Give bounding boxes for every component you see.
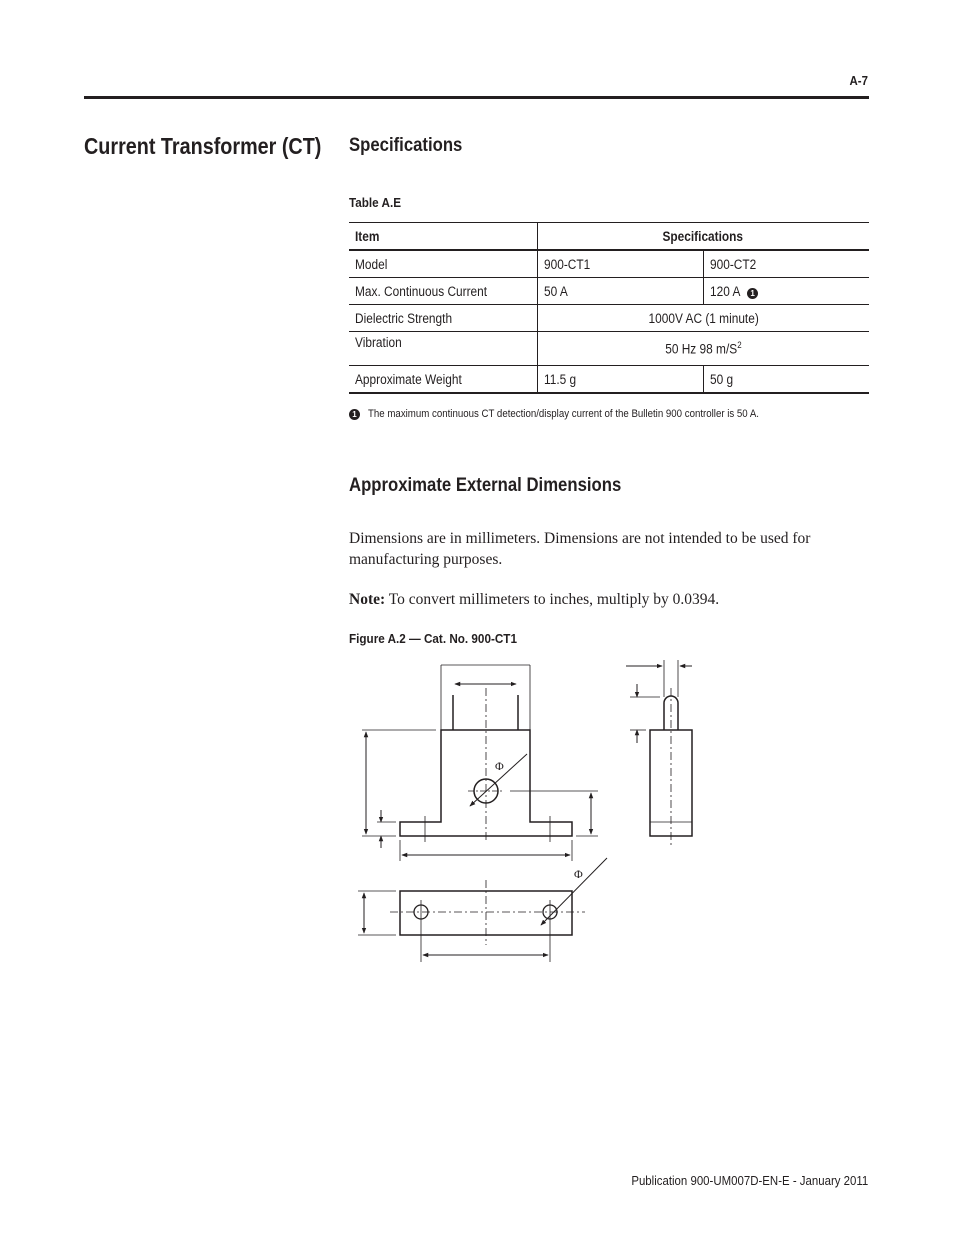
footnote-marker: 1 xyxy=(747,288,758,299)
section-title: Current Transformer (CT) xyxy=(84,133,322,159)
row-label: Model xyxy=(349,250,537,278)
top-view xyxy=(358,858,607,962)
row-label: Approximate Weight xyxy=(349,366,537,394)
diameter-symbol: Φ xyxy=(495,759,504,773)
publication-footer: Publication 900-UM007D-EN-E - January 2011 xyxy=(631,1173,868,1188)
specifications-table xyxy=(349,222,869,394)
cell-ct2: 900-CT2 xyxy=(703,250,869,278)
page-number: A-7 xyxy=(849,73,868,88)
row-label: Dielectric Strength xyxy=(349,305,537,332)
row-label: Vibration xyxy=(349,332,537,366)
note-label: Note: xyxy=(349,591,386,608)
table-row-model xyxy=(349,250,869,278)
table-row-vibration xyxy=(349,332,869,366)
table-row-dielectric xyxy=(349,305,869,332)
table-header-row xyxy=(349,223,869,251)
table-title: Table A.E xyxy=(349,195,402,210)
footnote-text: The maximum continuous CT detection/display current of the Bulletin 900 controller is 50 A. xyxy=(368,408,759,420)
row-label: Max. Continuous Current xyxy=(349,278,537,305)
ct-dimension-drawing xyxy=(349,655,709,970)
cell-ct1: 11.5 g xyxy=(537,366,703,394)
front-view xyxy=(362,665,598,861)
cell-ct2: 50 g xyxy=(703,366,869,394)
diameter-symbol: Φ xyxy=(574,867,583,881)
table-footnote xyxy=(349,408,812,420)
conversion-note xyxy=(349,589,859,610)
cell-value: 1000V AC (1 minute) xyxy=(537,305,869,332)
column-header-specifications: Specifications xyxy=(537,223,869,251)
cell-ct1: 900-CT1 xyxy=(537,250,703,278)
header-rule xyxy=(84,96,869,99)
cell-value: 50 Hz 98 $m/S^2$ xyxy=(537,332,869,366)
specifications-heading: Specifications xyxy=(349,135,463,156)
footnote-marker: 1 xyxy=(349,409,360,420)
table-row-weight xyxy=(349,366,869,394)
cell-ct1: 50 A xyxy=(537,278,703,305)
cell-ct2: 120 A 1 xyxy=(703,278,869,305)
dimensions-heading: Approximate External Dimensions xyxy=(349,475,622,496)
side-view xyxy=(626,660,692,845)
column-header-item: Item xyxy=(349,223,537,251)
dimensions-paragraph: Dimensions are in millimeters. Dimensions are not intended to be used for manufacturing purposes. xyxy=(349,530,811,568)
table-row-current xyxy=(349,278,869,305)
figure-caption: Figure A.2 — Cat. No. 900-CT1 xyxy=(349,631,517,646)
note-text: To convert millimeters to inches, multiply by 0.0394. xyxy=(385,591,720,608)
